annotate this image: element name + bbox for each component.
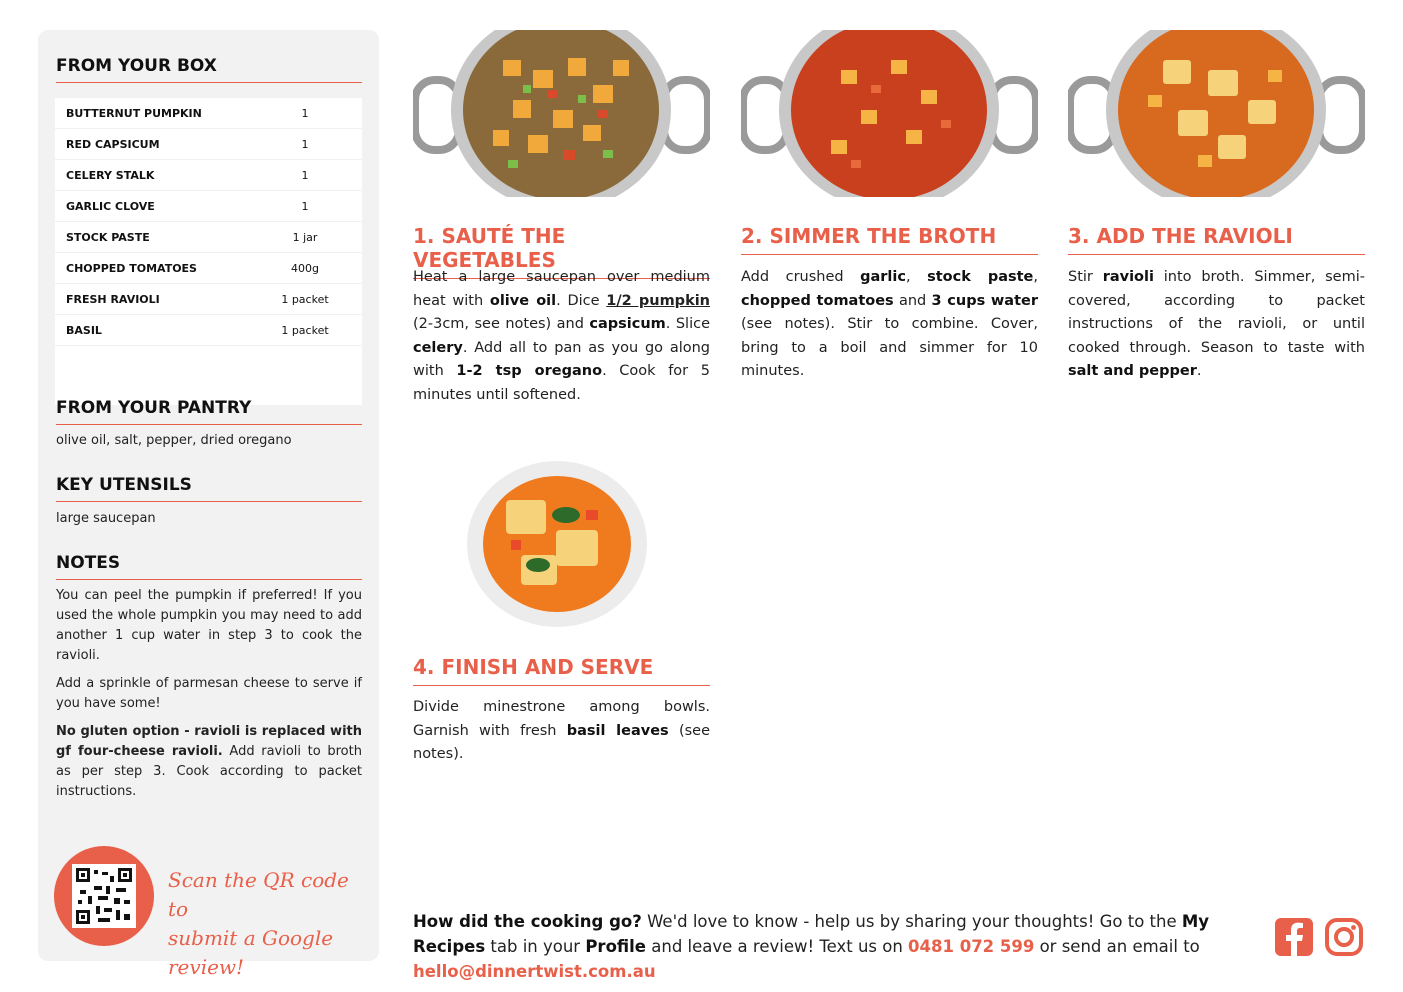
step-1-title: 1. SAUTÉ THE VEGETABLES xyxy=(413,224,710,279)
qr-caption: Scan the QR code to submit a Google review! xyxy=(168,868,349,979)
table-row: GARLIC CLOVE 1 xyxy=(55,191,362,222)
step-3-text: Stir ravioli into broth. Simmer, semi-covered, according to packet instructions of the ravioli, or until cooked through. Season to taste with salt and pepper. xyxy=(1068,269,1365,379)
step-2-text: Add crushed garlic, stock paste, chopped tomatoes and 3 cups water (see notes). Stir to combine. Cover, bring to a boil and simmer for 10 minutes. xyxy=(741,269,1039,379)
table-row: CELERY STALK 1 xyxy=(55,160,362,191)
step-1-photo xyxy=(413,30,710,197)
qr-badge[interactable] xyxy=(54,846,154,946)
table-row: CHOPPED TOMATOES 400g xyxy=(55,253,362,284)
utensils-title: KEY UTENSILS xyxy=(56,475,362,502)
utensils-text: large saucepan xyxy=(56,511,156,526)
table-row: RED CAPSICUM 1 xyxy=(55,129,362,160)
table-row: FRESH RAVIOLI 1 packet xyxy=(55,284,362,315)
step-4-title: 4. FINISH AND SERVE xyxy=(413,655,710,686)
step-2-photo xyxy=(741,30,1038,197)
box-ingredients-table xyxy=(55,98,362,405)
qr-code-icon xyxy=(72,864,136,928)
instagram-icon[interactable] xyxy=(1325,918,1363,956)
phone-link[interactable]: 0481 072 599 xyxy=(908,937,1035,956)
table-row: BASIL 1 packet xyxy=(55,315,362,346)
step-1-text: Heat a large saucepan over medium heat with olive oil. Dice 1/2 pumpkin (2-3cm, see notes) and capsicum. Slice celery. Add all to pan as you go along with 1-2 tsp oregano. Cook for 5 minutes until softened. xyxy=(413,269,711,403)
notes-body xyxy=(56,586,362,810)
step-3-photo xyxy=(1068,30,1365,197)
table-row: STOCK PASTE 1 jar xyxy=(55,222,362,253)
from-your-box-title: FROM YOUR BOX xyxy=(56,56,362,83)
pantry-title: FROM YOUR PANTRY xyxy=(56,398,362,425)
email-link[interactable]: hello@dinnertwist.com.au xyxy=(413,962,656,981)
note-1: You can peel the pumpkin if preferred! If you used the whole pumpkin you may need to add another 1 cup water in step 3 to cook the ravioli. xyxy=(56,588,362,663)
step-3-title: 3. ADD THE RAVIOLI xyxy=(1068,224,1365,255)
note-3: No gluten option - ravioli is replaced with gf four-cheese ravioli. Add ravioli to broth as per step 3. Cook according to packet instructions. xyxy=(56,724,362,799)
step-4-text: Divide minestrone among bowls. Garnish with fresh basil leaves (see notes). xyxy=(413,699,710,762)
step-2-title: 2. SIMMER THE BROTH xyxy=(741,224,1038,255)
facebook-icon[interactable] xyxy=(1275,918,1313,956)
sidebar xyxy=(38,30,379,979)
footer-review-text: How did the cooking go? We'd love to know - help us by sharing your thoughts! Go to the My Recipes tab in your Profile and leave a review! Text us on 0481 072 599 or send an email to hello@dinnertwist.com.au xyxy=(413,912,1210,981)
pantry-text: olive oil, salt, pepper, dried oregano xyxy=(56,433,292,448)
table-row: BUTTERNUT PUMPKIN 1 xyxy=(55,98,362,129)
step-4-photo xyxy=(466,460,648,628)
note-2: Add a sprinkle of parmesan cheese to serve if you have some! xyxy=(56,676,362,711)
notes-title: NOTES xyxy=(56,553,362,580)
